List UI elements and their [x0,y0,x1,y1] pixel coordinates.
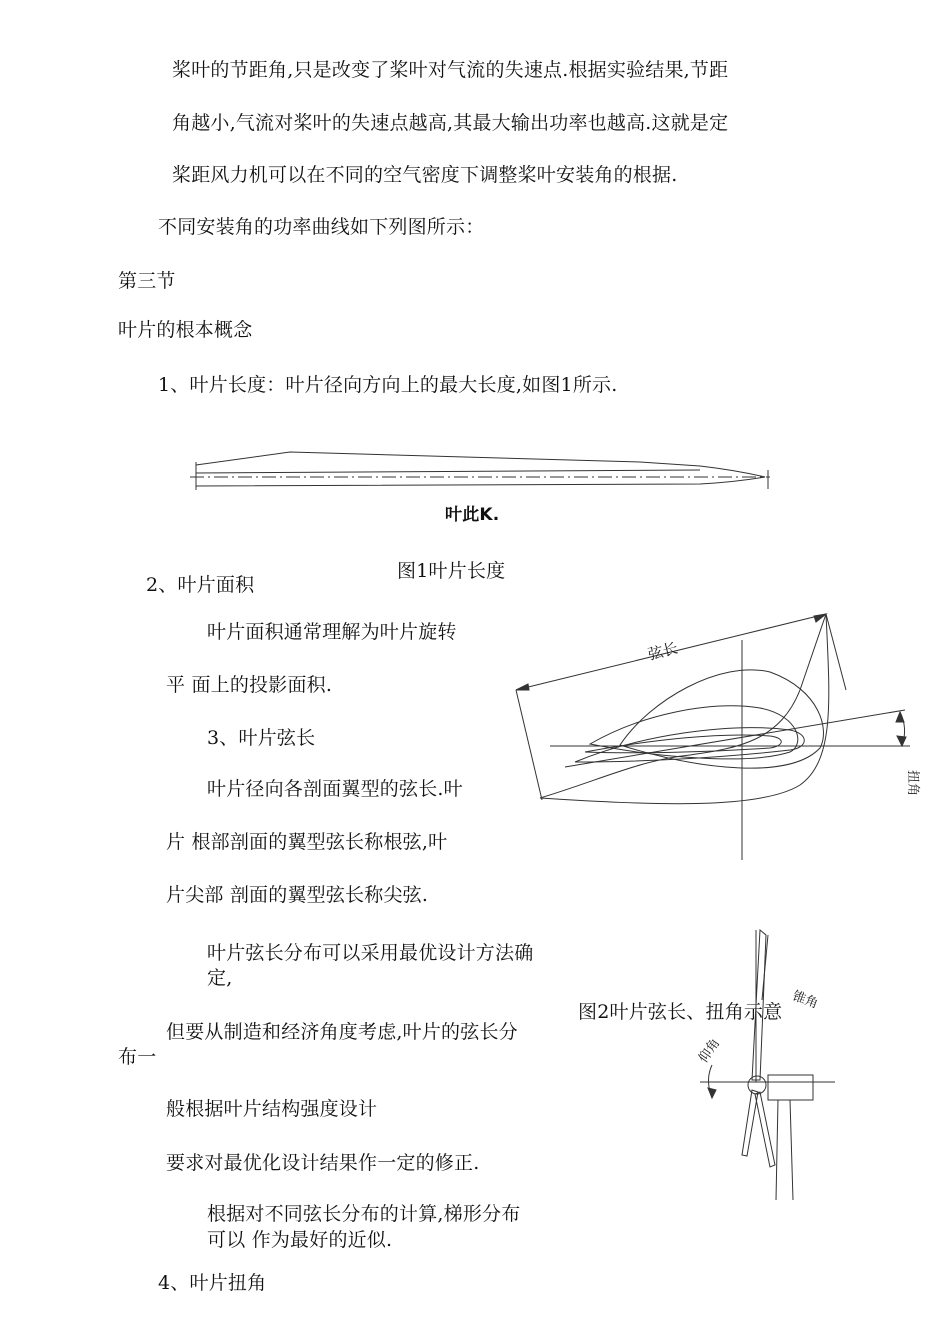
blade-lower-left [742,1090,758,1156]
blade-lower-right [755,1092,775,1167]
tower-right-edge [790,1100,793,1200]
item-4-heading: 4、叶片扭角 [158,1272,267,1294]
cone-angle-line [762,935,768,1000]
airfoil-section-outer [540,614,829,804]
item-3-paragraph: 定, [207,967,233,989]
airfoil-section-tip [585,735,781,753]
item-2-line: 叶片面积通常理解为叶片旋转 [207,621,457,643]
chord-label: 弦长 [646,638,680,664]
chord-extension-left [516,690,542,800]
item-3-line: 叶片径向各剖面翼型的弦长.叶 [207,778,463,800]
item-2-heading: 2、叶片面积 [146,574,255,596]
twist-label: 扭角 [905,770,920,797]
item-3-line: 片 根部剖面的翼型弦长称根弦,叶 [166,831,448,853]
figure-1-label: 叶此K. [445,505,500,525]
figure-2-caption: 图2叶片弦长、扭角示意 [578,1001,783,1023]
section-title: 叶片的根本概念 [118,319,253,341]
item-3-paragraph: 要求对最优化设计结果作一定的修正. [166,1152,480,1174]
tilt-label: 仰角 [696,1035,724,1066]
tower-left-edge [776,1100,778,1200]
section-number: 第三节 [118,270,176,292]
twist-arrow-top [896,712,904,722]
paragraph-line: 桨叶的节距角,只是改变了桨叶对气流的失速点.根据实验结果,节距 [172,59,729,81]
paragraph-line: 不同安装角的功率曲线如下列图所示： [158,216,485,238]
twist-arrow-bottom [897,736,906,746]
paragraph-line: 角越小,气流对桨叶的失速点越高,其最大输出功率也越高.这就是定 [172,112,729,134]
paragraph-line: 桨距风力机可以在不同的空气密度下调整桨叶安装角的根据. [172,164,678,186]
item-2-line: 平 面上的投影面积. [166,674,333,696]
figure-1-caption: 图1叶片长度 [397,560,506,582]
item-3-paragraph: 可以 作为最好的近似. [207,1229,393,1251]
item-3-paragraph: 般根据叶片结构强度设计 [166,1098,378,1120]
item-3-paragraph: 但要从制造和经济角度考虑,叶片的弦长分 [166,1021,518,1043]
nacelle [768,1075,813,1100]
item-3-line: 片尖部 剖面的翼型弦长称尖弦. [166,884,429,906]
item-3-paragraph: 叶片弦长分布可以采用最优设计方法确 [207,942,534,964]
item-3-paragraph: 根据对不同弦长分布的计算,梯形分布 [207,1203,521,1225]
tilt-arrow [708,1088,716,1098]
chord-arrow-left [516,684,529,690]
item-3-heading: 3、叶片弦长 [207,727,316,749]
cone-label: 锥角 [790,988,821,1012]
item-3-paragraph: 布一 [118,1046,157,1068]
item-1-text: 1、叶片长度：叶片径向方向上的最大长度,如图1所示. [158,374,618,396]
